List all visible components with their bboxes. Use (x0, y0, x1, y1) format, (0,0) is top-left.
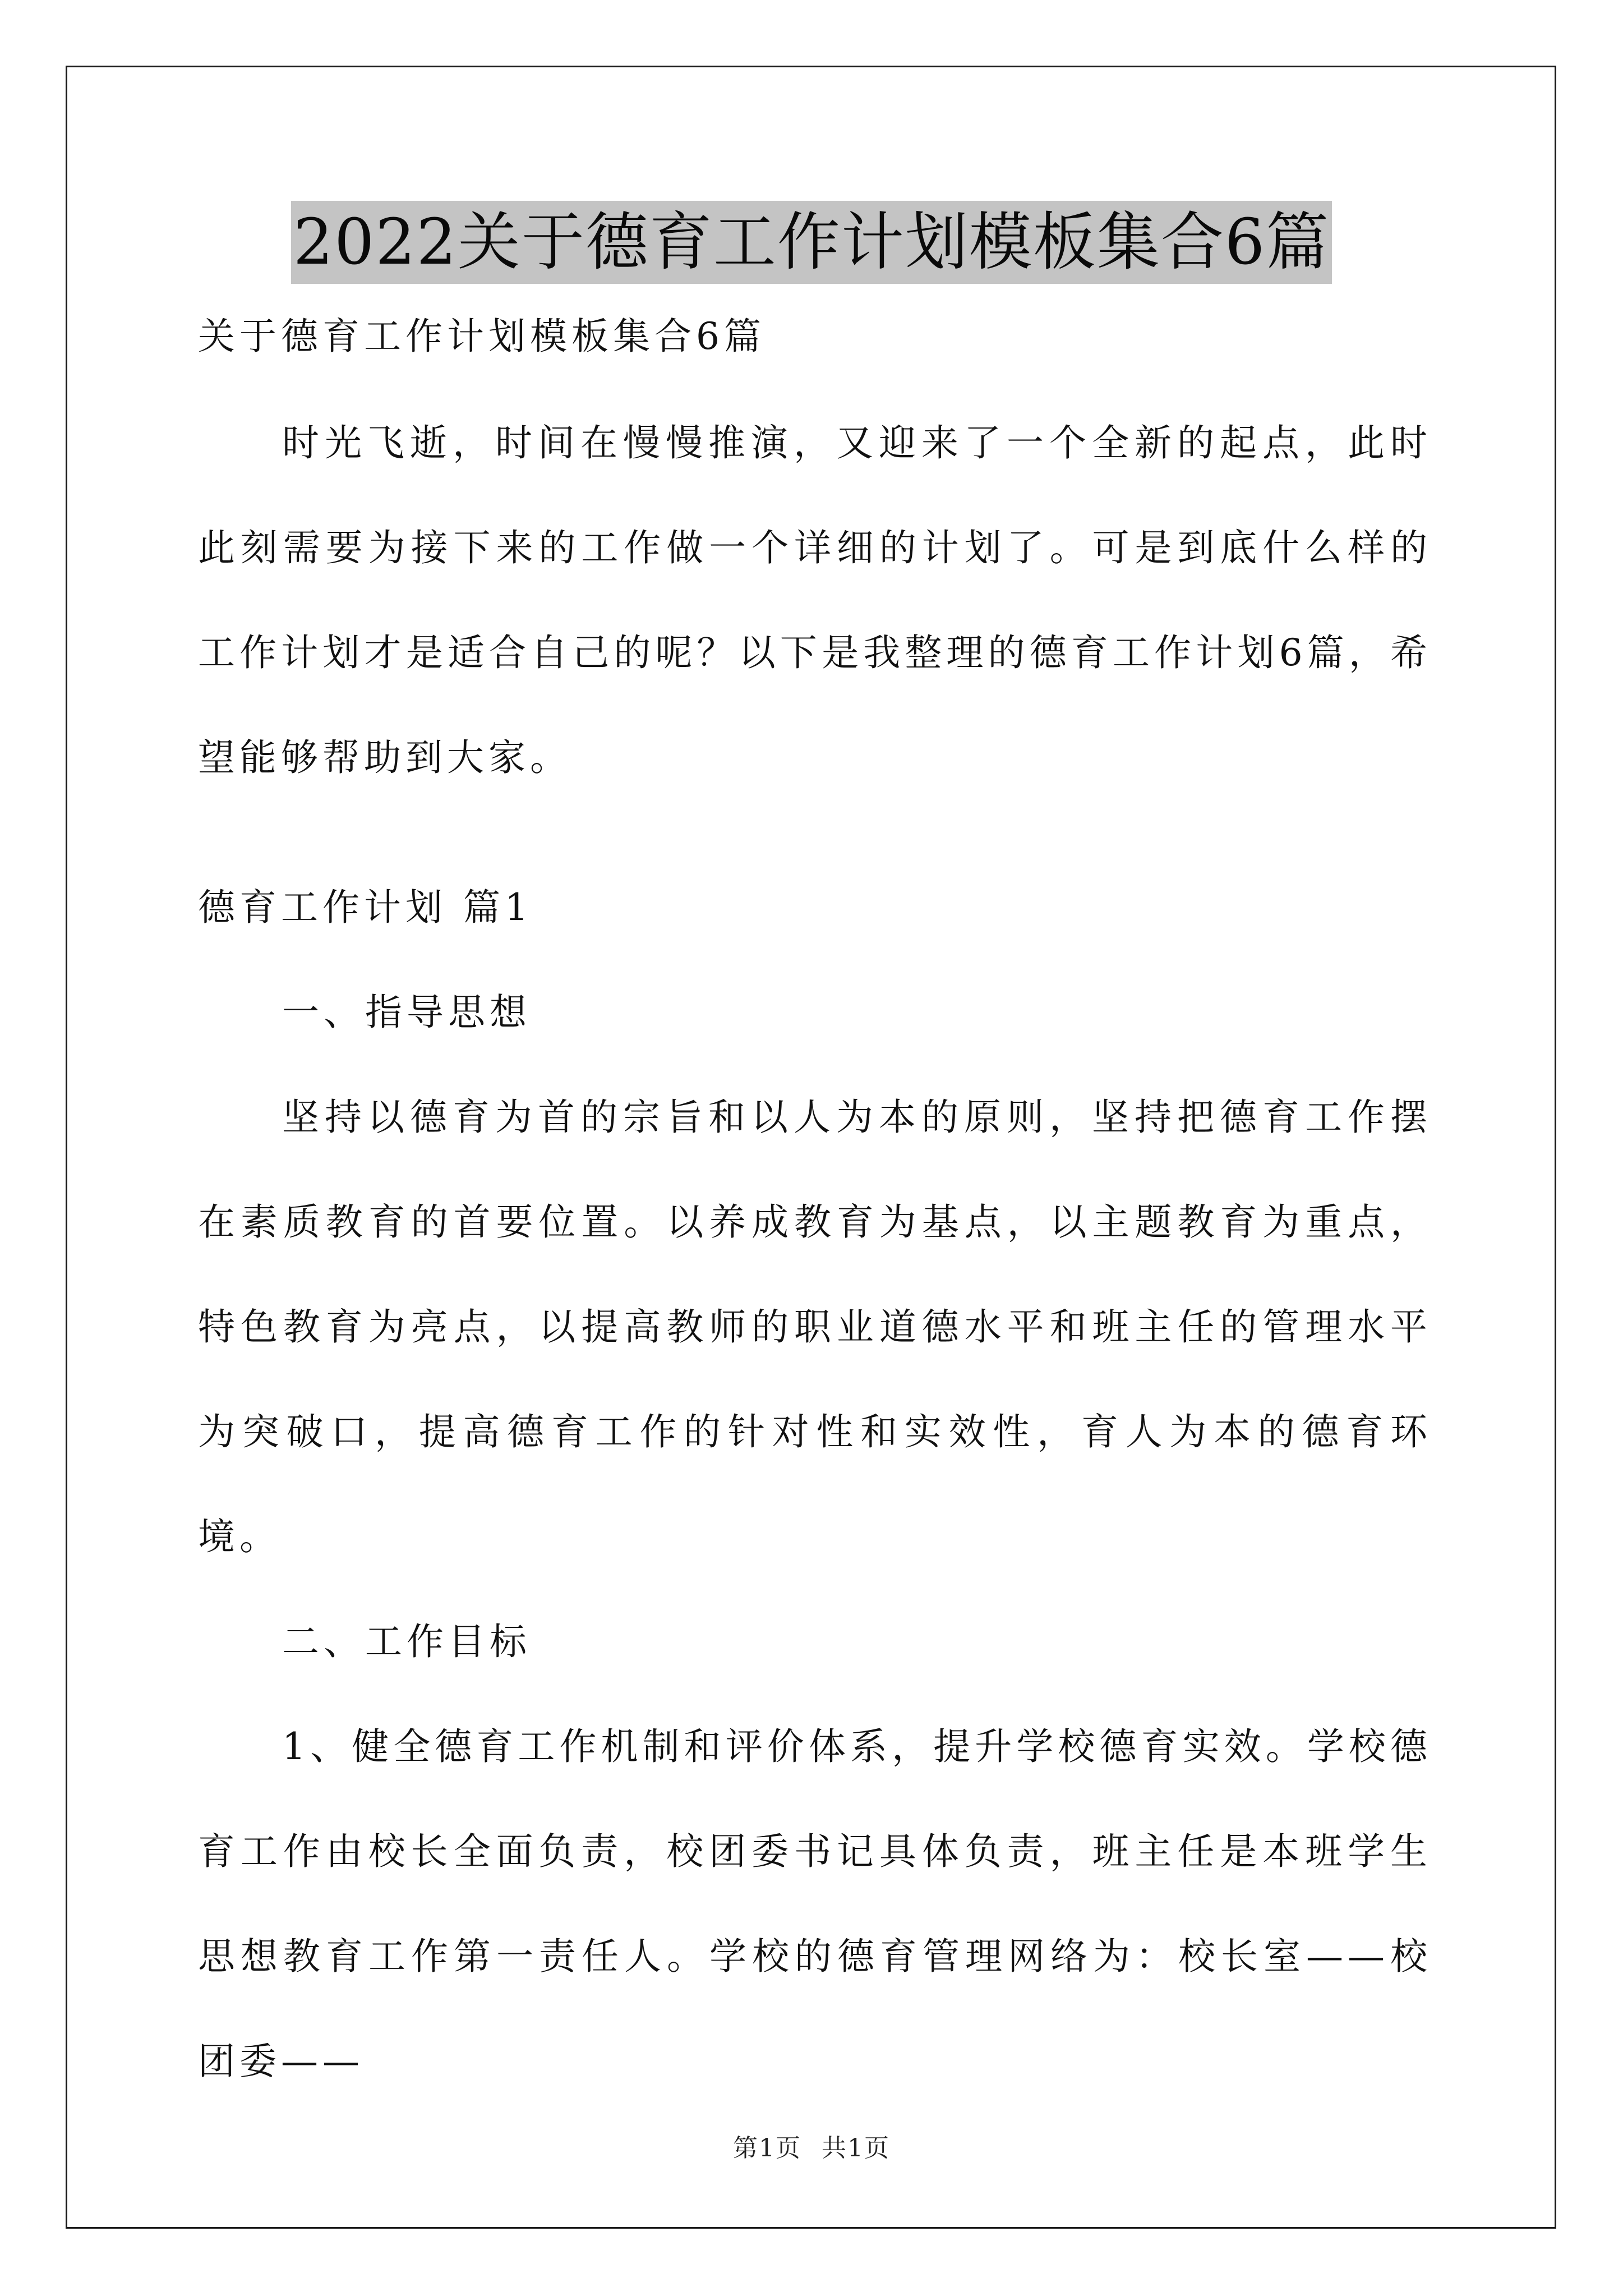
paragraph-work-goals: 1、健全德育工作机制和评价体系，提升学校德育实效。学校德育工作由校长全面负责，校团委书记具体负责，班主任是本班学生思想教育工作第一责任人。学校的德育管理网络为：校长室——校团委—— (198, 1725, 1432, 2083)
document-subtitle: 关于德育工作计划模板集合6篇 (198, 315, 766, 358)
paragraph-guiding-ideology: 坚持以德育为首的宗旨和以人为本的原则，坚持把德育工作摆在素质教育的首要位置。以养成教育为基点，以主题教育为重点，特色教育为亮点，以提高教师的职业道德水平和班主任的管理水平为突破口，提高德育工作的针对性和实效性，育人为本的德育环境。 (198, 1096, 1432, 1558)
intro-paragraph: 时光飞逝，时间在慢慢推演，又迎来了一个全新的起点，此时此刻需要为接下来的工作做一个详细的计划了。可是到底什么样的工作计划才是适合自己的呢？以下是我整理的德育工作计划6篇，希望能够帮助到大家。 (198, 421, 1432, 779)
page-total: 共1页 (822, 2134, 890, 2162)
heading-guiding-ideology: 一、指导思想 (282, 991, 531, 1034)
document-title: 2022关于德育工作计划模板集合6篇 (291, 201, 1332, 284)
page-number: 第1页 (733, 2134, 801, 2162)
page-footer (0, 2132, 1623, 2165)
document-body (198, 310, 1432, 2114)
heading-work-goals: 二、工作目标 (282, 1620, 531, 1663)
section-title: 德育工作计划 篇1 (198, 886, 533, 929)
document-title-block (0, 201, 1623, 284)
